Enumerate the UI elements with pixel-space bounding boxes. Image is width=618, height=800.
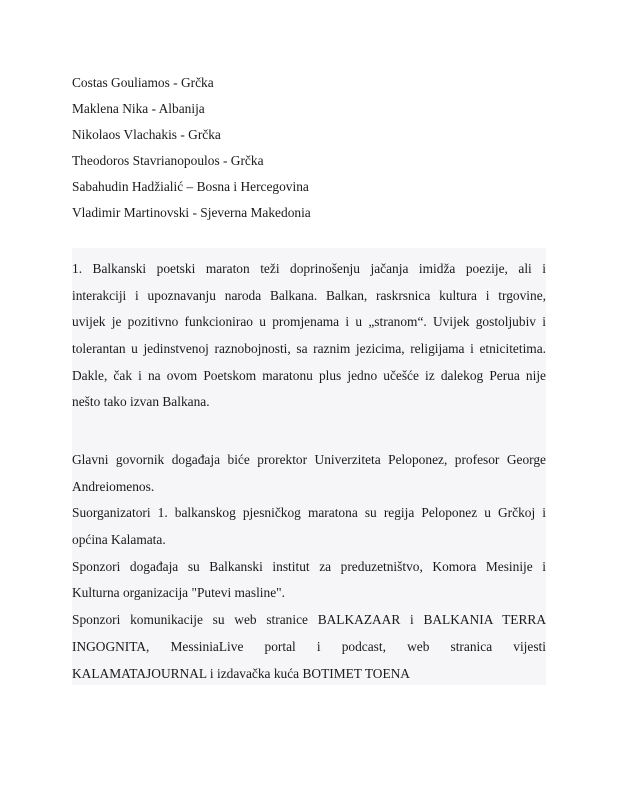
participant-line: Maklena Nika - Albanija [72, 101, 205, 116]
participants-list [72, 70, 552, 226]
paragraph-line: Dakle, čak i na ovom Poetskom maratonu plus jedno učešće iz dalekog Perua nije [72, 367, 546, 383]
paragraph-line: Sponzori događaja su Balkanski institut za preduzetništvo, Komora Mesinije i [72, 558, 546, 574]
paragraph-organizers-sponsors [72, 447, 546, 687]
paragraph-line: INGOGNITA, MessiniaLive portal i podcast, web stranica vijesti [72, 638, 546, 654]
paragraph-line: Andreiomenos. [72, 478, 155, 494]
paragraph-line: Suorganizatori 1. balkanskog pjesničkog maratona su regija Peloponez u Grčkoj i [72, 505, 546, 521]
paragraph-line: općina Kalamata. [72, 532, 166, 548]
participant-line: Sabahudin Hadžialić – Bosna i Hercegovina [72, 179, 309, 194]
paragraph-line: Sponzori komunikacije su web stranice BALKAZAAR i BALKANIA TERRA [72, 612, 546, 628]
participant-line: Vladimir Martinovski - Sjeverna Makedonia [72, 205, 311, 220]
paragraph-line: KALAMATAJOURNAL i izdavačka kuća BOTIMET TOENA [72, 665, 410, 681]
participant-line: Nikolaos Vlachakis - Grčka [72, 127, 221, 142]
paragraph-line: tolerantan u jedinstvenoj raznobojnosti, sa raznim jezicima, religijama i etnicitetima. [72, 341, 546, 357]
paragraph-line: Glavni govornik događaja biće prorektor Univerziteta Peloponez, profesor George [72, 452, 546, 467]
paragraph-line: Kulturna organizacija "Putevi masline". [72, 585, 285, 601]
paragraph-line: nešto tako izvan Balkana. [72, 394, 210, 410]
paragraph-line: interakciji i upoznavanju naroda Balkana. Balkan, raskrsnica kultura i trgovine, [72, 287, 546, 303]
participant-line: Theodoros Stavrianopoulos - Grčka [72, 153, 264, 168]
paragraph-line: uvijek je pozitivno funkcionirao u promjenama i u „stranom“. Uvijek gostoljubiv i [72, 314, 546, 330]
paragraph-line: 1. Balkanski poetski maraton teži doprinošenju jačanja imidža poezije, ali i [72, 261, 546, 276]
paragraph-marathon-intro [72, 256, 546, 416]
participant-line: Costas Gouliamos - Grčka [72, 75, 214, 90]
